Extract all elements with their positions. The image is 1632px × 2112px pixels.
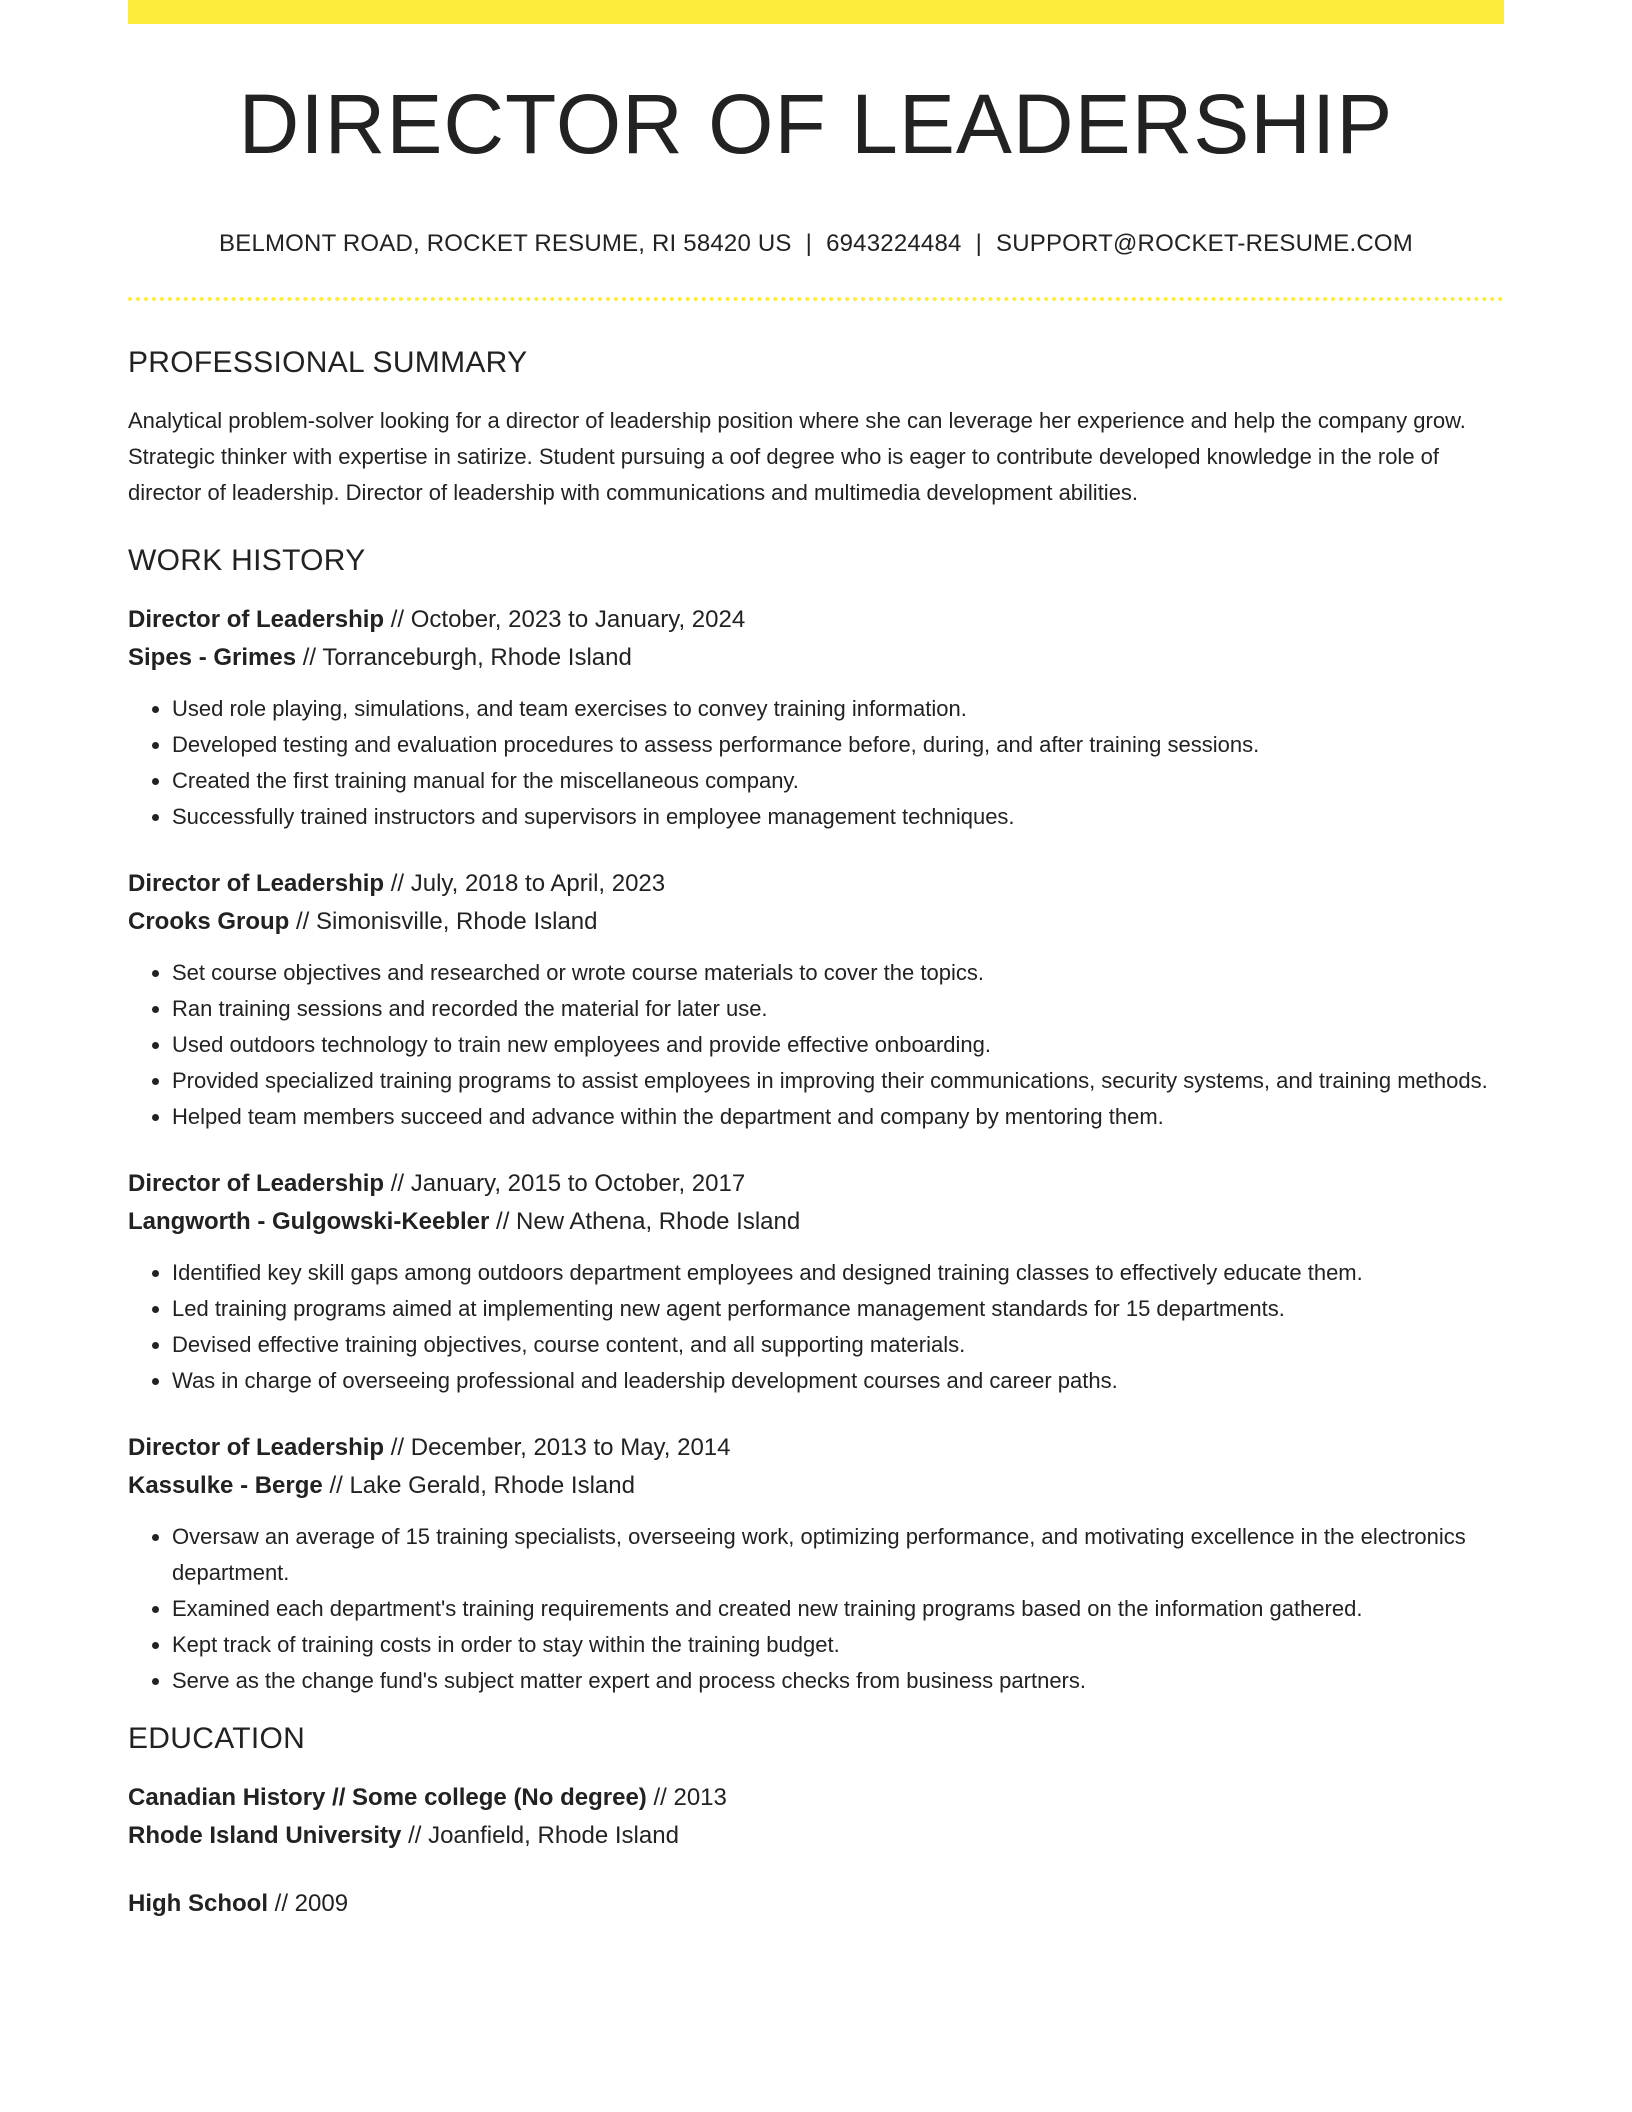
job-location: // Torranceburgh, Rhode Island [302, 643, 632, 671]
list-item: • Provided specialized training programs to assist employees in improving their communications, security systems, and training methods. [172, 1063, 1504, 1099]
list-item: • Oversaw an average of 15 training specialists, overseeing work, optimizing performance, and motivating excellence in the electronics department. [172, 1519, 1504, 1591]
contact-line [128, 230, 1504, 259]
job-dates: // January, 2015 to October, 2017 [390, 1169, 746, 1197]
job-entry [128, 1165, 1504, 1399]
job-title-line [128, 1165, 1504, 1203]
job-location: // Lake Gerald, Rhode Island [329, 1471, 635, 1499]
education-year: // 2013 [653, 1783, 727, 1811]
list-item: • Developed testing and evaluation procedures to assess performance before, during, and after training sessions. [172, 727, 1504, 763]
job-title: Director of Leadership [128, 869, 385, 897]
job-company: Langworth - Gulgowski-Keebler [128, 1207, 490, 1235]
job-dates: // July, 2018 to April, 2023 [390, 869, 666, 897]
list-item: • Used role playing, simulations, and team exercises to convey training information. [172, 691, 1504, 727]
list-item: • Examined each department's training requirements and created new training programs based on the information gathered. [172, 1591, 1504, 1627]
job-title-line [128, 1429, 1504, 1467]
job-title: Director of Leadership [128, 1433, 385, 1461]
education-entry [128, 1885, 1504, 1923]
contact-separator: | [805, 230, 813, 257]
top-accent-bar [128, 0, 1504, 24]
job-entry [128, 1429, 1504, 1699]
education-year: // 2009 [274, 1889, 349, 1917]
education-degree: Canadian History // Some college (No degree) [128, 1783, 647, 1811]
list-item: • Devised effective training objectives, course content, and all supporting materials. [172, 1327, 1504, 1363]
work-history-heading: WORK HISTORY [128, 543, 366, 577]
education-entry [128, 1779, 1504, 1855]
job-company: Crooks Group [128, 907, 290, 935]
education-degree-line [128, 1779, 1504, 1817]
job-company: Kassulke - Berge [128, 1471, 323, 1499]
job-bullets [128, 1519, 1504, 1699]
job-title-line [128, 601, 1504, 639]
job-bullets [128, 1255, 1504, 1399]
list-item: • Set course objectives and researched or wrote course materials to cover the topics. [172, 955, 1504, 991]
dotted-divider [128, 297, 1504, 301]
summary-heading: PROFESSIONAL SUMMARY [128, 345, 528, 379]
job-title: Director of Leadership [128, 1169, 385, 1197]
job-location: // Simonisville, Rhode Island [296, 907, 598, 935]
contact-email: SUPPORT@ROCKET-RESUME.COM [996, 230, 1413, 257]
job-bullets [128, 691, 1504, 835]
education-school: Rhode Island University [128, 1821, 402, 1849]
list-item: • Used outdoors technology to train new employees and provide effective onboarding. [172, 1027, 1504, 1063]
contact-address: BELMONT ROAD, ROCKET RESUME, RI 58420 US [219, 230, 792, 257]
job-title-line [128, 865, 1504, 903]
education-degree: High School [128, 1889, 268, 1917]
list-item: • Successfully trained instructors and supervisors in employee management techniques. [172, 799, 1504, 835]
list-item: • Was in charge of overseeing professional and leadership development courses and career paths. [172, 1363, 1504, 1399]
page-title: DIRECTOR OF LEADERSHIP [238, 77, 1394, 171]
education-degree-line [128, 1885, 1504, 1923]
education-school-line [128, 1817, 1504, 1855]
list-item: • Ran training sessions and recorded the material for later use. [172, 991, 1504, 1027]
summary-text: Analytical problem-solver looking for a director of leadership position where she can leverage her experience and help the company grow. Strategic thinker with expertise in satirize. Student pursuing a oof degree who is eager to contribute developed knowledge in the role of director of leadership. Director of leadership with communications and multimedia development abilities. [128, 407, 1466, 505]
resume-page [128, 0, 1504, 1923]
job-entry [128, 865, 1504, 1135]
job-company-line [128, 903, 1504, 941]
list-item: • Led training programs aimed at implementing new agent performance management standards for 15 departments. [172, 1291, 1504, 1327]
job-dates: // October, 2023 to January, 2024 [390, 605, 746, 633]
list-item: • Identified key skill gaps among outdoors department employees and designed training classes to effectively educate them. [172, 1255, 1504, 1291]
job-location: // New Athena, Rhode Island [496, 1207, 801, 1235]
job-dates: // December, 2013 to May, 2014 [390, 1433, 731, 1461]
job-company-line [128, 1467, 1504, 1505]
job-company-line [128, 639, 1504, 677]
contact-phone: 6943224484 [826, 230, 962, 257]
list-item: • Serve as the change fund's subject matter expert and process checks from business partners. [172, 1663, 1504, 1699]
list-item: • Created the first training manual for the miscellaneous company. [172, 763, 1504, 799]
list-item: • Helped team members succeed and advance within the department and company by mentoring them. [172, 1099, 1504, 1135]
list-item: • Kept track of training costs in order to stay within the training budget. [172, 1627, 1504, 1663]
education-heading: EDUCATION [128, 1721, 306, 1755]
contact-separator: | [975, 230, 982, 257]
job-title: Director of Leadership [128, 605, 385, 633]
education-location: // Joanfield, Rhode Island [408, 1821, 679, 1849]
job-bullets [128, 955, 1504, 1135]
job-company-line [128, 1203, 1504, 1241]
job-company: Sipes - Grimes [128, 643, 297, 671]
job-entry [128, 601, 1504, 835]
